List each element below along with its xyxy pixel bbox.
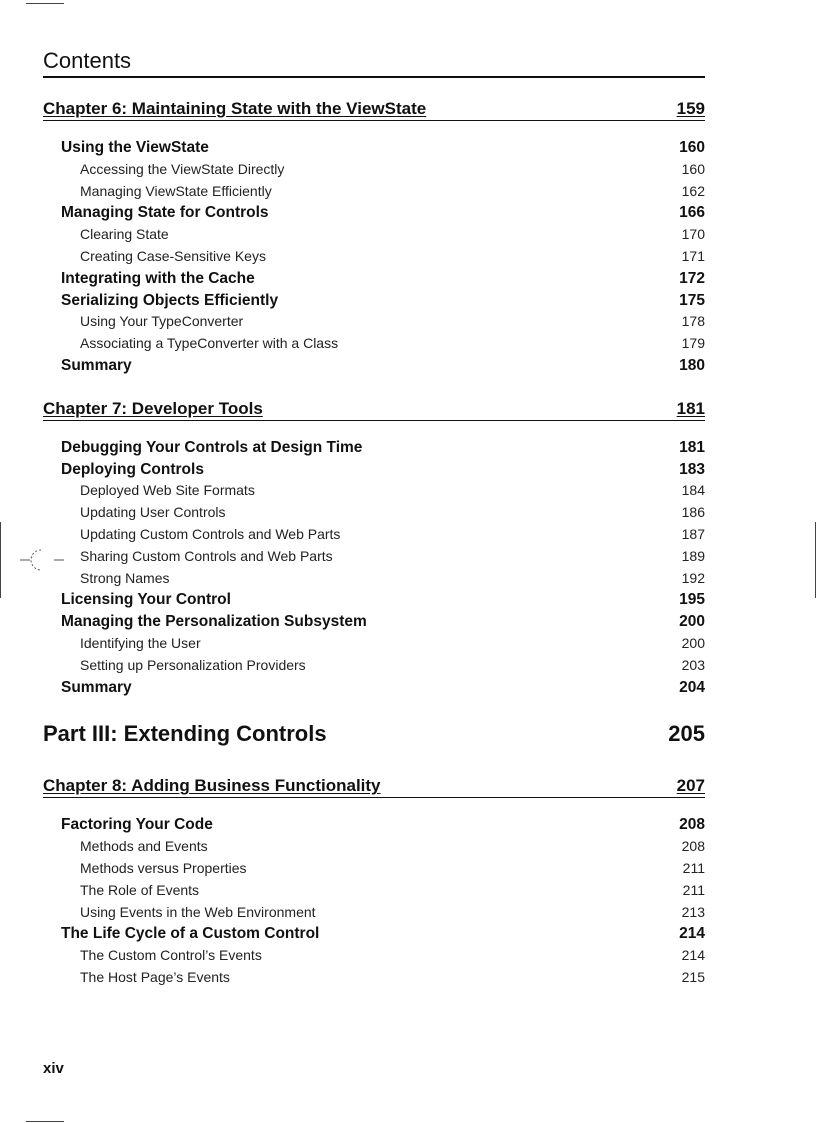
table-of-contents xyxy=(43,98,705,989)
toc-entry[interactable] xyxy=(43,858,705,880)
toc-entry-label: Factoring Your Code xyxy=(61,816,213,834)
toc-entry[interactable] xyxy=(43,611,705,633)
toc-entry-label: Identifying the User xyxy=(80,634,201,651)
page-edge-left xyxy=(0,522,1,598)
toc-entry-page: 162 xyxy=(681,182,705,199)
header-divider xyxy=(43,76,705,78)
toc-entry[interactable] xyxy=(43,290,705,312)
toc-entry[interactable] xyxy=(43,480,705,502)
toc-entry-label: Integrating with the Cache xyxy=(61,269,255,287)
toc-entry-page: 215 xyxy=(681,968,705,985)
toc-entry-page: 208 xyxy=(681,838,705,855)
toc-entry-page: 213 xyxy=(681,903,705,920)
toc-entry[interactable] xyxy=(43,945,705,967)
toc-entry-label: Summary xyxy=(61,356,132,374)
toc-entry-page: 181 xyxy=(679,438,705,456)
toc-entry[interactable] xyxy=(43,902,705,924)
toc-entry-page: 195 xyxy=(679,591,705,609)
chapter-6-heading[interactable] xyxy=(43,98,705,121)
toc-entry-label: Using Your TypeConverter xyxy=(80,313,244,330)
toc-entry[interactable] xyxy=(43,923,705,945)
toc-entry-page: 179 xyxy=(681,335,705,352)
toc-entry[interactable] xyxy=(43,246,705,268)
toc-entry-label: Managing the Personalization Subsystem xyxy=(61,613,367,631)
toc-entry-label: Using Events in the Web Environment xyxy=(80,903,316,920)
toc-entry-label: Debugging Your Controls at Design Time xyxy=(61,438,363,456)
crop-mark-bottom xyxy=(26,1121,64,1122)
toc-entry-page: 192 xyxy=(681,569,705,586)
toc-entry-page: 180 xyxy=(679,356,705,374)
toc-entry[interactable] xyxy=(43,502,705,524)
chapter-6-entries xyxy=(43,137,705,377)
toc-entry[interactable] xyxy=(43,333,705,355)
toc-entry-label: Summary xyxy=(61,678,132,696)
crop-mark-top xyxy=(26,3,64,4)
toc-entry-label: Deployed Web Site Formats xyxy=(80,482,255,499)
toc-entry[interactable] xyxy=(43,224,705,246)
toc-entry-page: 203 xyxy=(681,656,705,673)
toc-entry-label: Deploying Controls xyxy=(61,460,204,478)
toc-entry[interactable] xyxy=(43,524,705,546)
chapter-page: 159 xyxy=(676,99,705,118)
toc-entry-page: 200 xyxy=(681,634,705,651)
toc-entry-label: Associating a TypeConverter with a Class xyxy=(80,335,339,352)
part-3-heading[interactable] xyxy=(43,719,705,749)
toc-entry-page: 184 xyxy=(681,482,705,499)
toc-entry[interactable] xyxy=(43,268,705,290)
toc-entry[interactable] xyxy=(43,967,705,989)
toc-entry-label: Sharing Custom Controls and Web Parts xyxy=(80,547,333,564)
toc-entry[interactable] xyxy=(43,181,705,203)
toc-entry-page: 211 xyxy=(682,881,705,898)
toc-entry-label: Using the ViewState xyxy=(61,139,209,156)
toc-entry[interactable] xyxy=(43,202,705,224)
toc-entry-label: Methods and Events xyxy=(80,838,208,855)
toc-entry-label: Serializing Objects Efficiently xyxy=(61,291,279,309)
toc-entry-page: 200 xyxy=(679,613,705,631)
toc-entry[interactable] xyxy=(43,459,705,481)
toc-entry[interactable] xyxy=(43,836,705,858)
chapter-page: 181 xyxy=(676,398,705,418)
toc-entry-page: 172 xyxy=(679,269,705,287)
toc-entry-label: Managing State for Controls xyxy=(61,204,269,222)
toc-entry[interactable] xyxy=(43,137,705,159)
toc-entry-page: 214 xyxy=(681,947,705,964)
toc-entry[interactable] xyxy=(43,655,705,677)
toc-entry-page: 204 xyxy=(679,678,705,696)
toc-entry-label: Creating Case-Sensitive Keys xyxy=(80,247,266,264)
toc-entry[interactable] xyxy=(43,568,705,590)
toc-entry[interactable] xyxy=(43,546,705,568)
part-title: Part III: Extending Controls xyxy=(43,721,327,747)
toc-entry-page: 211 xyxy=(682,859,705,876)
toc-entry[interactable] xyxy=(43,880,705,902)
part-page: 205 xyxy=(668,721,705,747)
chapter-title: Chapter 7: Developer Tools xyxy=(43,398,263,418)
toc-entry-label: The Role of Events xyxy=(80,881,200,898)
toc-entry-page: 187 xyxy=(681,525,705,542)
toc-entry-label: Updating Custom Controls and Web Parts xyxy=(80,525,341,542)
toc-entry-page: 214 xyxy=(679,925,705,943)
toc-entry-page: 178 xyxy=(681,313,705,330)
page-title: Contents xyxy=(43,48,132,73)
toc-entry-label: Licensing Your Control xyxy=(61,591,231,609)
toc-entry-page: 183 xyxy=(679,460,705,478)
chapter-7-entries xyxy=(43,437,705,699)
toc-entry-page: 160 xyxy=(679,139,705,156)
toc-entry-page: 160 xyxy=(681,160,705,177)
page-number: xiv xyxy=(43,1060,64,1077)
toc-entry[interactable] xyxy=(43,814,705,836)
toc-entry-label: Accessing the ViewState Directly xyxy=(80,160,285,177)
chapter-title: Chapter 8: Adding Business Functionality xyxy=(43,776,381,796)
chapter-page: 207 xyxy=(676,776,705,796)
toc-entry-page: 189 xyxy=(681,547,705,564)
toc-entry-label: Updating User Controls xyxy=(80,504,226,521)
toc-entry-page: 166 xyxy=(679,204,705,222)
toc-entry-label: Managing ViewState Efficiently xyxy=(80,182,272,199)
toc-entry[interactable] xyxy=(43,159,705,181)
toc-entry-label: Strong Names xyxy=(80,569,170,586)
toc-entry-label: The Custom Control’s Events xyxy=(80,947,262,964)
toc-entry-page: 175 xyxy=(679,291,705,309)
toc-entry[interactable] xyxy=(43,437,705,459)
toc-entry-label: The Host Page’s Events xyxy=(80,968,230,985)
toc-entry-label: The Life Cycle of a Custom Control xyxy=(61,925,320,943)
toc-entry[interactable] xyxy=(43,311,705,333)
chapter-8-heading[interactable] xyxy=(43,775,705,798)
toc-entry-page: 208 xyxy=(679,816,705,834)
chapter-8-entries xyxy=(43,814,705,988)
toc-entry[interactable] xyxy=(43,355,705,377)
toc-entry[interactable] xyxy=(43,677,705,699)
toc-entry-page: 186 xyxy=(681,504,705,521)
toc-entry[interactable] xyxy=(43,633,705,655)
toc-entry-page: 171 xyxy=(681,247,705,264)
toc-entry-label: Setting up Personalization Providers xyxy=(80,656,306,673)
toc-entry-label: Methods versus Properties xyxy=(80,859,247,876)
toc-entry[interactable] xyxy=(43,589,705,611)
toc-entry-page: 170 xyxy=(681,226,705,243)
chapter-title: Chapter 6: Maintaining State with the ViewState xyxy=(43,99,427,118)
chapter-7-heading[interactable] xyxy=(43,398,705,421)
toc-entry-label: Clearing State xyxy=(80,226,169,243)
